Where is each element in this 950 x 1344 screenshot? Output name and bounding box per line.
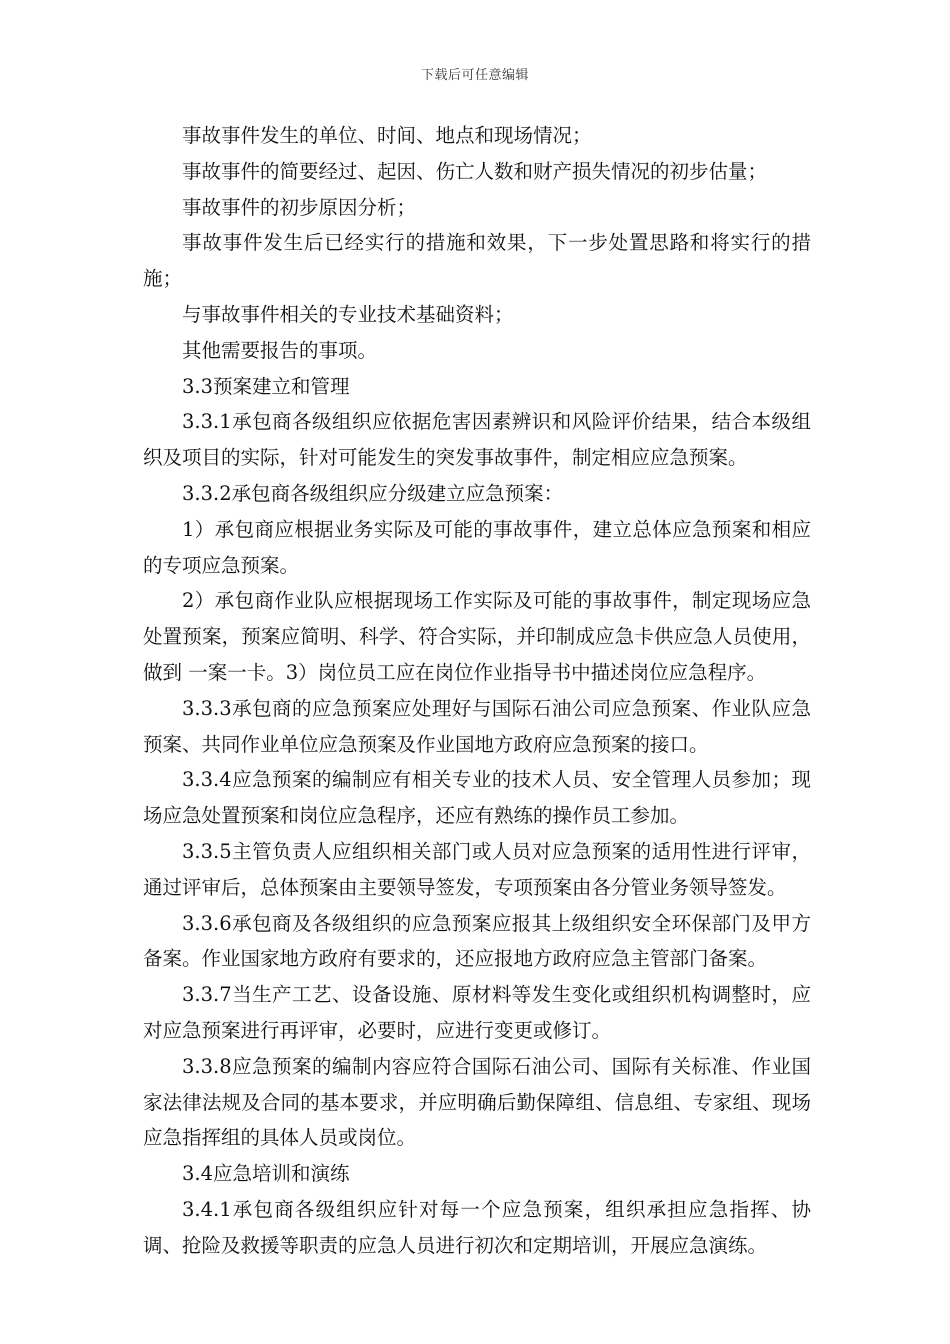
clause-3-3-2-item-2: 2）承包商作业队应根据现场工作实际及可能的事故事件，制定现场应急处置预案，预案应简明、科学、符合实际，并印制成应急卡供应急人员使用，做到 一案一卡。3）岗位员工应在岗位作业指导书中描述岗位应急程序。: [143, 589, 811, 684]
clause-3-3-4: 3.3.4应急预案的编制应有相关专业的技术人员、安全管理人员参加；现场应急处置预案和岗位应急程序，还应有熟练的操作员工参加。: [143, 768, 811, 828]
clause-3-3-2-item-1: 1）承包商应根据业务实际及可能的事故事件，建立总体应急预案和相应的专项应急预案。: [143, 517, 811, 577]
document-body: [143, 118, 811, 1264]
section-heading-3-3: 3.3预案建立和管理: [182, 374, 350, 398]
section-heading-3-4: 3.4应急培训和演练: [182, 1162, 350, 1186]
page-header: 下载后可任意编辑: [420, 68, 529, 83]
report-item-other: 其他需要报告的事项。: [182, 338, 378, 362]
clause-3-3-3: 3.3.3承包商的应急预案应处理好与国际石油公司应急预案、作业队应急预案、共同作业单位应急预案及作业国地方政府应急预案的接口。: [143, 696, 811, 756]
clause-3-3-6: 3.3.6承包商及各级组织的应急预案应报其上级组织安全环保部门及甲方备案。作业国家地方政府有要求的，还应报地方政府应急主管部门备案。: [143, 911, 811, 971]
report-item-process-cause-loss: 事故事件的简要经过、起因、伤亡人数和财产损失情况的初步估量；: [182, 159, 768, 183]
clause-3-3-5: 3.3.5主管负责人应组织相关部门或人员对应急预案的适用性进行评审，通过评审后，总体预案由主要领导签发，专项预案由各分管业务领导签发。: [143, 839, 811, 899]
clause-3-3-7: 3.3.7当生产工艺、设备设施、原材料等发生变化或组织机构调整时，应对应急预案进行再评审，必要时，应进行变更或修订。: [143, 983, 811, 1042]
clause-3-4-1: 3.4.1承包商各级组织应针对每一个应急预案，组织承担应急指挥、协调、抢险及救援等职责的应急人员进行初次和定期培训，开展应急演练。: [143, 1197, 811, 1257]
report-item-technical-data: 与事故事件相关的专业技术基础资料；: [182, 302, 514, 326]
clause-3-3-2: 3.3.2承包商各级组织应分级建立应急预案：: [182, 481, 564, 505]
clause-3-3-8: 3.3.8应急预案的编制内容应符合国际石油公司、国际有关标准、作业国家法律法规及合同的基本要求，并应明确后勤保障组、信息组、专家组、现场应急指挥组的具体人员或岗位。: [143, 1054, 811, 1150]
clause-3-3-1: 3.3.1承包商各级组织应依据危害因素辨识和风险评价结果，结合本级组织及项目的实际，针对可能发生的突发事故事件，制定相应应急预案。: [143, 410, 811, 470]
report-item-measures: 事故事件发生后已经实行的措施和效果，下一步处置思路和将实行的措施；: [143, 231, 811, 291]
report-item-cause-analysis: 事故事件的初步原因分析；: [182, 195, 417, 219]
report-item-unit-time-place: 事故事件发生的单位、时间、地点和现场情况；: [182, 124, 592, 147]
